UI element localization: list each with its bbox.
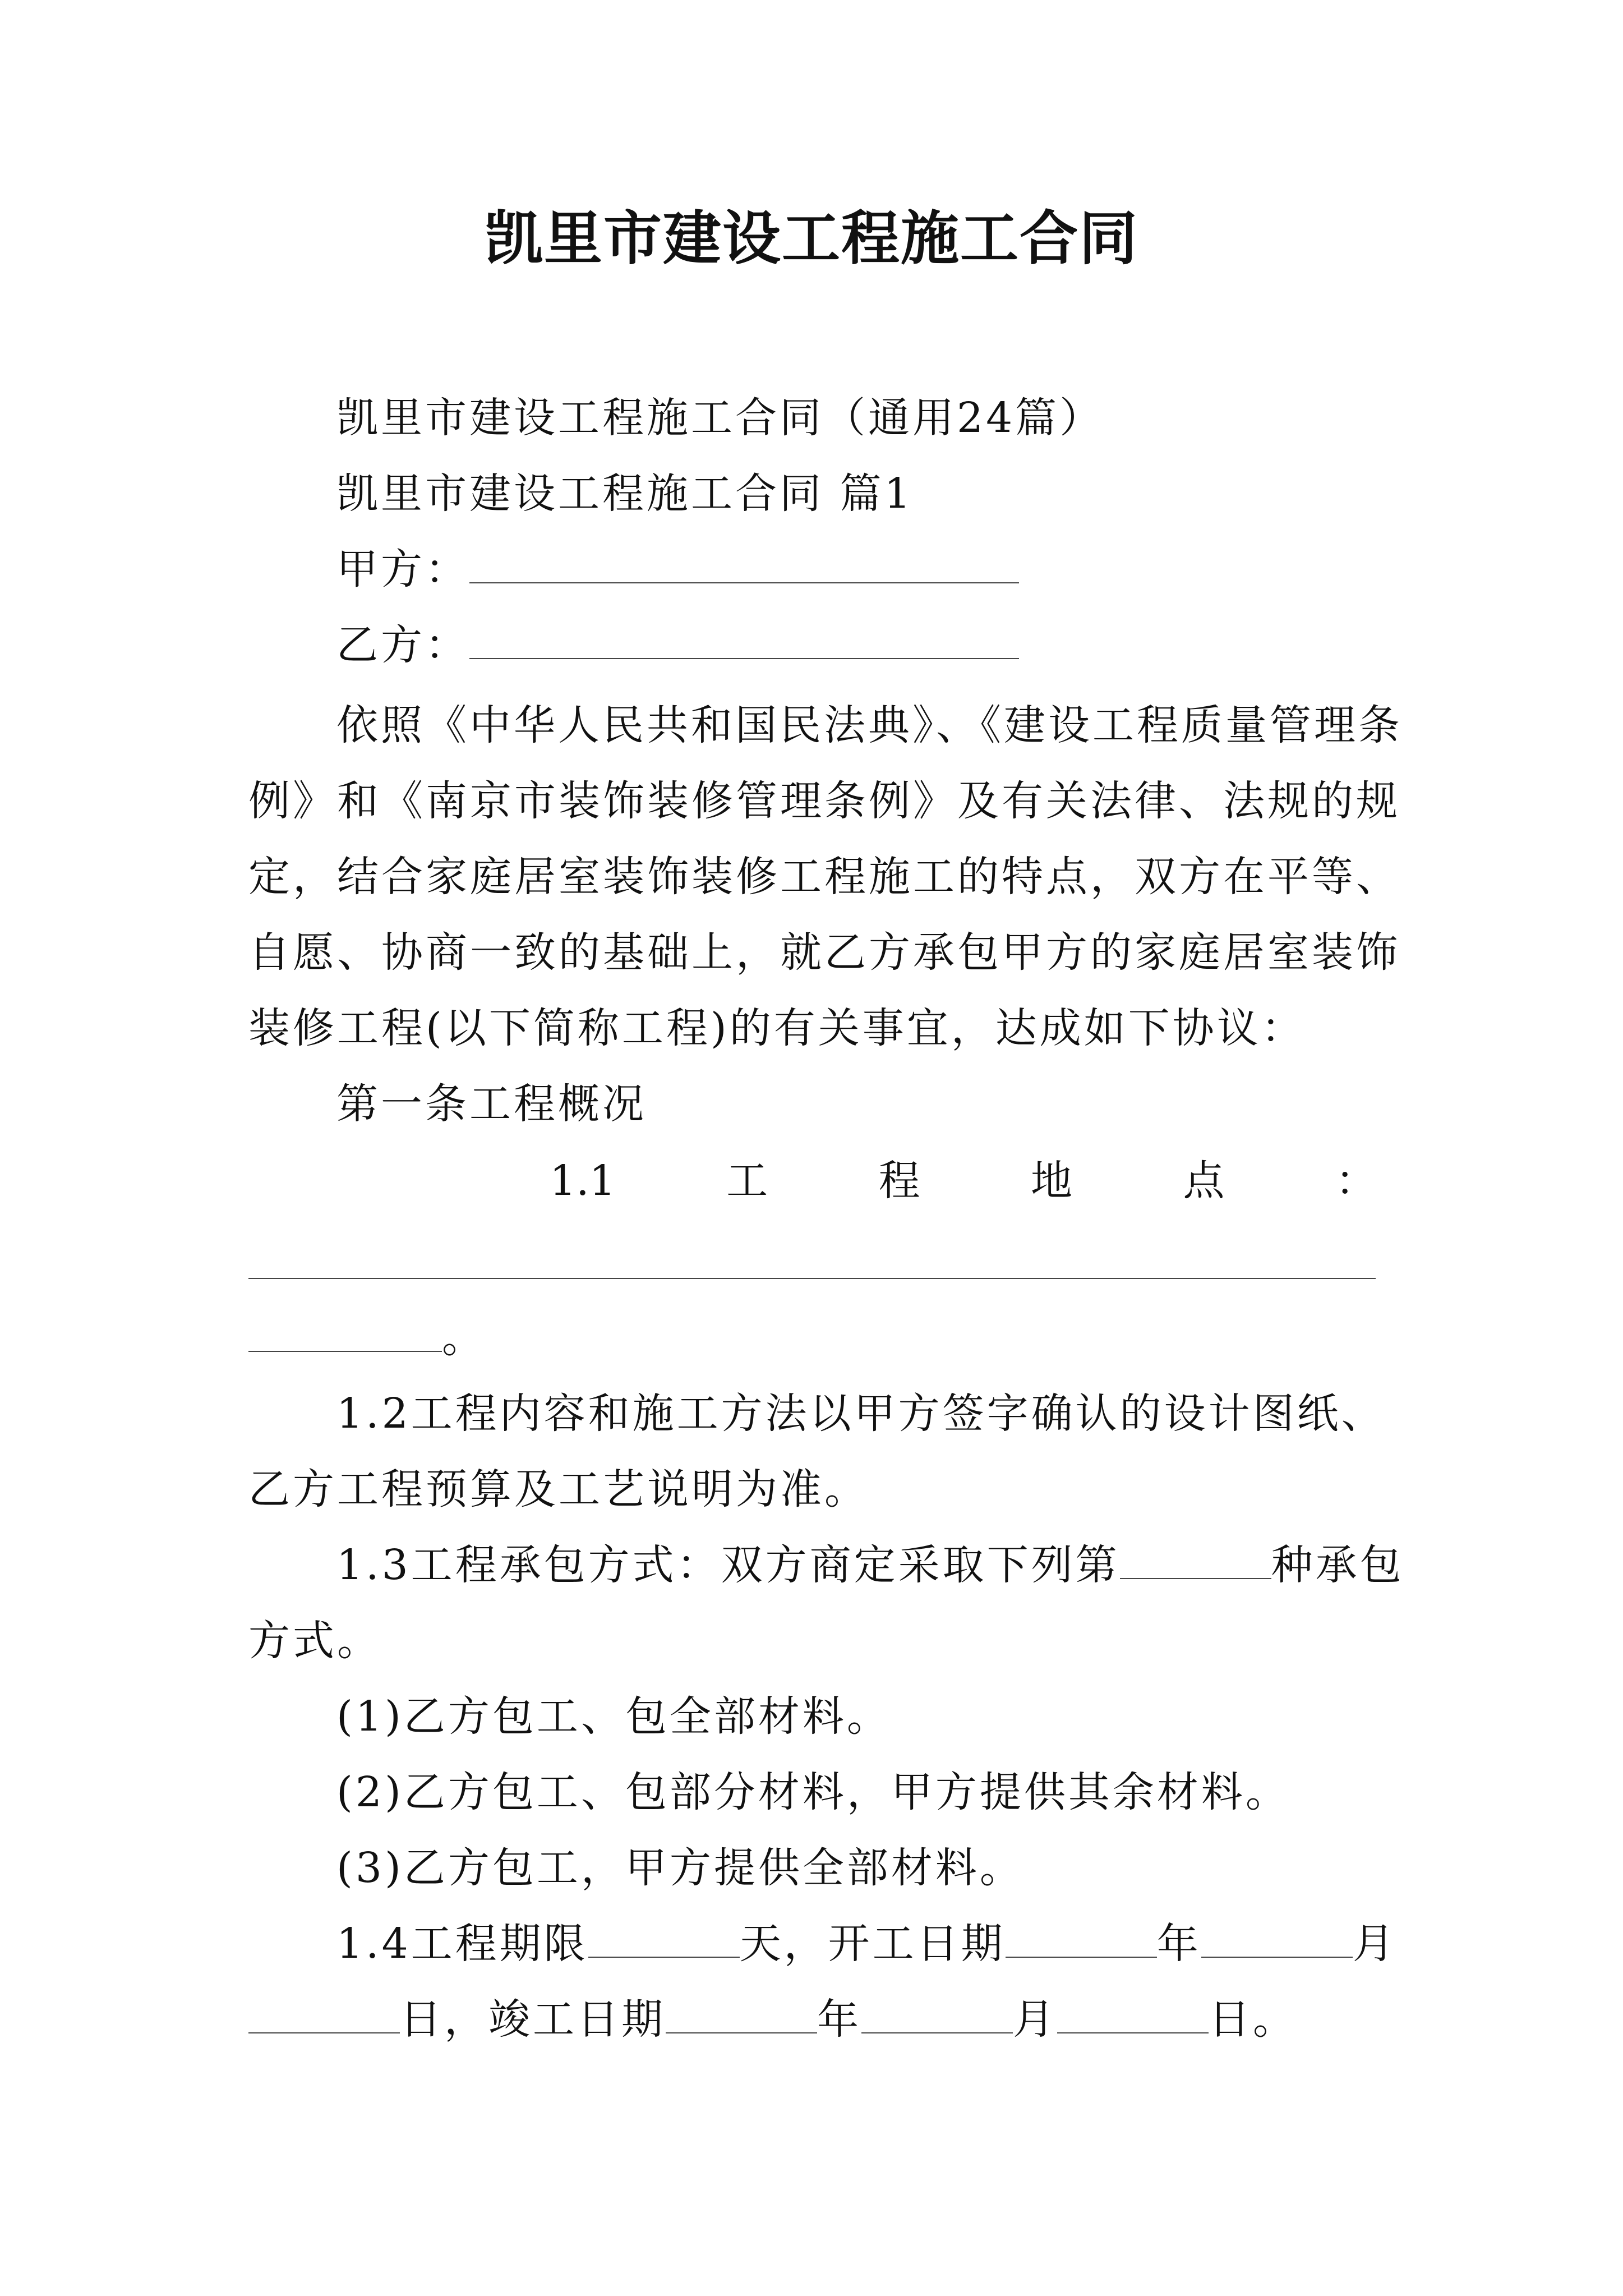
item-1-4-days: 天，开工日期: [739, 1920, 1006, 1968]
item-1-1-line: [550, 1153, 1377, 1209]
address-blank-end: [248, 1310, 486, 1366]
party-b-line: [336, 617, 1019, 673]
start-year-blank: [1006, 1920, 1157, 1958]
item-1-2-line: 乙方工程预算及工艺说明为准。: [248, 1465, 869, 1513]
party-a-blank: [469, 545, 1019, 583]
address-blank-short: [248, 1314, 442, 1352]
item-1-3-line-2: 方式。: [248, 1617, 381, 1665]
intro-line: 自愿、协商一致的基础上，就乙方承包甲方的家庭居室装饰: [248, 928, 1400, 977]
document-title: 凯里市建设工程施工合同: [484, 204, 1138, 273]
option-item: (1)乙方包工、包全部材料。: [336, 1692, 891, 1741]
party-a-label: 甲方：: [336, 545, 469, 593]
item-1-4-month: 月: [1352, 1920, 1397, 1968]
item-1-3-text-after: 种承包: [1271, 1541, 1404, 1589]
item-1-1-char: 工: [726, 1157, 768, 1205]
item-1-4-prefix: 1.4工程期限: [336, 1920, 588, 1968]
item-1-1-char: 点: [1183, 1157, 1225, 1205]
item-1-4-year2: 年: [817, 1995, 861, 2044]
item-1-3-blank: [1120, 1541, 1271, 1579]
item-1-4-line: [336, 1916, 1397, 1972]
item-1-3-line: [336, 1537, 1404, 1593]
item-1-4-year: 年: [1156, 1920, 1201, 1968]
end-month-blank: [861, 1995, 1013, 2033]
start-day-blank: [248, 1995, 400, 2033]
article-1-heading: 第一条工程概况: [336, 1080, 647, 1128]
intro-line: 定，结合家庭居室装饰装修工程施工的特点，双方在平等、: [248, 853, 1400, 901]
item-1-4-line-2: [248, 1991, 1297, 2047]
item-1-4-month2: 月: [1013, 1995, 1057, 2044]
party-b-label: 乙方：: [336, 621, 469, 669]
item-1-1-end-mark: 。: [442, 1314, 486, 1362]
option-item: (2)乙方包工、包部分材料，甲方提供其余材料。: [336, 1768, 1290, 1816]
item-1-2-line: 1.2工程内容和施工方法以甲方签字确认的设计图纸、: [336, 1389, 1386, 1438]
item-1-1-char: 程: [878, 1157, 920, 1205]
item-1-4-day-end: 日。: [1209, 1995, 1297, 2044]
duration-blank: [588, 1920, 740, 1958]
item-1-4-completion: 日，竣工日期: [400, 1995, 666, 2044]
option-item: (3)乙方包工，甲方提供全部材料。: [336, 1844, 1024, 1892]
item-1-3-text: 1.3工程承包方式：双方商定采取下列第: [336, 1541, 1120, 1589]
item-1-1-colon: ：: [1335, 1157, 1377, 1205]
start-month-blank: [1201, 1920, 1353, 1958]
party-b-blank: [469, 621, 1019, 659]
item-1-1-char: 地: [1031, 1157, 1073, 1205]
document-subtitle: 凯里市建设工程施工合同（通用24篇）: [336, 394, 1104, 442]
end-day-blank: [1057, 1995, 1209, 2033]
intro-line: 装修工程(以下简称工程)的有关事宜，达成如下协议：: [248, 1004, 1306, 1052]
party-a-line: [336, 541, 1019, 597]
section-heading: 凯里市建设工程施工合同 篇1: [336, 470, 914, 518]
intro-line: 依照《中华人民共和国民法典》、《建设工程质量管理条: [336, 701, 1403, 749]
end-year-blank: [666, 1995, 817, 2033]
address-blank-rule: [248, 1278, 1376, 1279]
item-1-1-number: 1.1: [550, 1157, 616, 1205]
intro-line: 例》和《南京市装饰装修管理条例》及有关法律、法规的规: [248, 777, 1400, 825]
